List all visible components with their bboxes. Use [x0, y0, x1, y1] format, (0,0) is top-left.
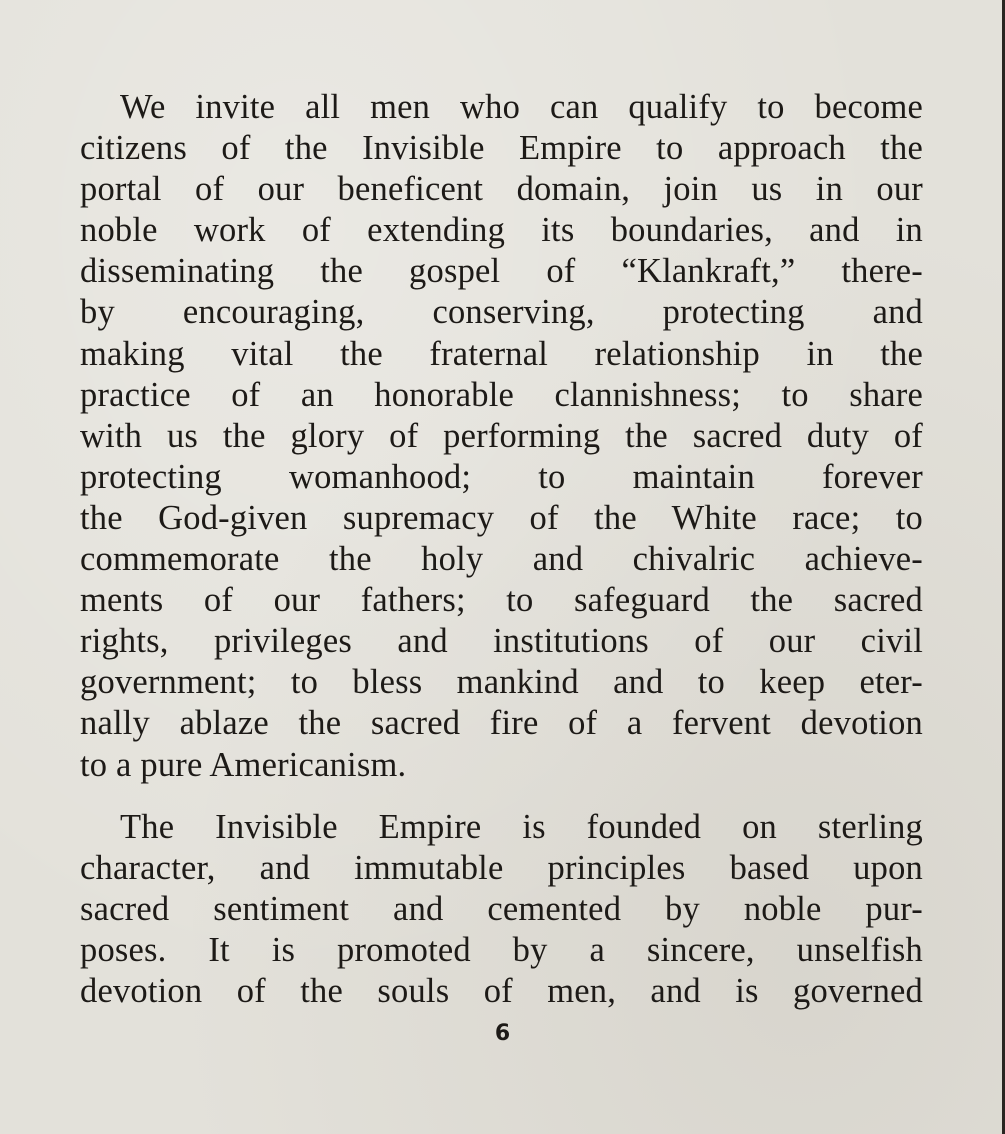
text-line: protecting womanhood; to maintain forever [80, 457, 923, 496]
text-line: to a pure Americanism. [80, 745, 407, 784]
text-line: The Invisible Empire is founded on sterling [120, 808, 923, 846]
text-line: making vital the fraternal relationship in the [80, 334, 923, 373]
text-line: We invite all men who can qualify to become [120, 88, 923, 126]
text-line: the God-given supremacy of the White race; to [80, 498, 923, 537]
page-number: 6 [494, 1021, 511, 1046]
text-line: noble work of extending its boundaries, and in [80, 211, 923, 250]
text-line: character, and immutable principles based upon [80, 849, 923, 888]
text-line: devotion of the souls of men, and is governed [80, 972, 923, 1011]
text-line: practice of an honorable clannishness; to share [80, 375, 923, 414]
text-line: rights, privileges and institutions of our civil [80, 622, 923, 661]
text-line: sacred sentiment and cemented by noble pur- [80, 890, 923, 929]
text-line: disseminating the gospel of “Klankraft,” there- [80, 252, 923, 291]
text-line: portal of our beneficent domain, join us in our [80, 170, 923, 209]
text-line: government; to bless mankind and to keep eter- [80, 663, 923, 702]
text-line: commemorate the holy and chivalric achieve- [80, 540, 923, 579]
paragraph-2 [80, 807, 923, 1012]
text-line: with us the glory of performing the sacred duty of [80, 416, 923, 455]
text-line: citizens of the Invisible Empire to approach the [80, 129, 923, 168]
paragraph-1 [80, 87, 923, 786]
text-line: poses. It is promoted by a sincere, unselfish [80, 931, 923, 970]
text-line: nally ablaze the sacred fire of a fervent devotion [80, 704, 923, 743]
text-line: by encouraging, conserving, protecting and [80, 293, 923, 332]
text-line: ments of our fathers; to safeguard the sacred [80, 581, 923, 620]
